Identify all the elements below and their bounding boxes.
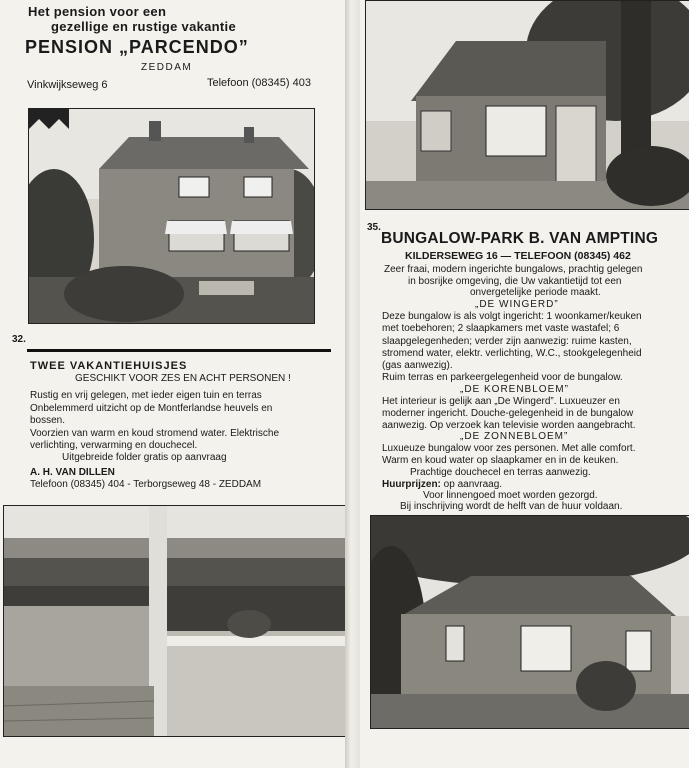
terrace-view-image [4,506,346,736]
zonnebloem-title: „DE ZONNEBLOEM” [460,431,569,442]
listing-number-35: 35. [367,222,381,233]
wingerd-line-1: Deze bungalow is als volgt ingericht: 1 woonkamer/keuken [382,311,642,322]
intro-line-1: Zeer fraai, modern ingerichte bungalows, prachtig gelegen [384,264,643,275]
pension-title: PENSION „PARCENDO” [25,37,249,57]
vakantiehuisjes-line-3: bossen. [30,415,66,426]
vakantiehuisjes-line-5: verlichting, verwarming en douchecel. [30,440,198,451]
bungalow-image-bottom [371,516,689,728]
vakantiehuisjes-line-1: Rustig en vrij gelegen, met ieder eigen tuin en terras [30,390,262,401]
intro-line-2: in bosrijke omgeving, die Uw vakantietijd tot een [408,276,622,287]
korenbloem-title: „DE KORENBLOEM” [460,384,569,395]
vakantiehuisjes-line-4: Voorzien van warm en koud stromend water. Elektrische [30,428,280,439]
listing-number-32: 32. [12,334,26,345]
pension-photo [28,108,315,324]
wingerd-line-4: stromend water, elektr. verlichting, W.C., stookgelegenheid [382,348,642,359]
deposit-note: Bij inschrijving wordt de helft van de huur voldaan. [400,501,623,512]
pension-town: ZEDDAM [141,62,193,73]
vakantiehuisjes-photo [3,505,347,737]
bungalow-park-title: BUNGALOW-PARK B. VAN AMPTING [381,230,659,247]
owner-name: A. H. VAN DILLEN [30,467,115,478]
wingerd-title: „DE WINGERD” [475,299,559,310]
owner-contact: Telefoon (08345) 404 - Terborgseweg 48 - ZEDDAM [30,479,262,490]
intro-line-3: onvergetelijke periode maakt. [470,287,601,298]
bungalow-image-top [366,1,689,209]
section-divider [27,349,331,352]
vakantiehuisjes-title: TWEE VAKANTIEHUISJES [30,360,188,372]
korenbloem-line-1: Het interieur is gelijk aan „De Wingerd”. Luxueuzer en [382,396,620,407]
wingerd-line-3: slaapgelegenheden; verder zijn aanwezig: ruime kasten, [382,336,632,347]
vakantiehuisjes-folder: Uitgebreide folder gratis op aanvraag [62,452,227,463]
intro-line-2: gezellige en rustige vakantie [51,19,236,34]
zonnebloem-line-1: Luxueuze bungalow voor zes personen. Met alle comfort. [382,443,636,454]
vakantiehuisjes-line-2: Onbelemmerd uitzicht op de Montferlandse heuvels en [30,403,273,414]
wingerd-line-6: Ruim terras en parkeergelegenheid voor de bungalow. [382,372,623,383]
pension-house-image [29,109,314,323]
wingerd-line-5: (gas aanwezig). [382,360,453,371]
korenbloem-line-2: moderner ingericht. Douche-gelegenheid in de bungalow [382,408,634,419]
zonnebloem-line-3: Prachtige douchecel en terras aanwezig. [410,467,591,478]
bungalow-park-address: KILDERSEWEG 16 — TELEFOON (08345) 462 [405,250,631,262]
pension-address: Vinkwijkseweg 6 [27,79,108,91]
zonnebloem-line-2: Warm en koud water op slaapkamer en in de keuken. [382,455,619,466]
linen-note: Voor linnengoed moet worden gezorgd. [423,490,598,501]
pension-phone: Telefoon (08345) 403 [207,77,311,89]
korenbloem-line-3: aanwezig. Op verzoek kan televisie worden aangebracht. [382,420,636,431]
page-fold [345,0,360,768]
wingerd-line-2: met toebehoren; 2 slaapkamers met vaste wastafel; 6 [382,323,620,334]
vakantiehuisjes-subtitle: GESCHIKT VOOR ZES EN ACHT PERSONEN ! [75,373,291,384]
prices-label: Huurprijzen: [382,479,441,490]
bungalow-wingerd-photo [365,0,689,210]
bungalow-zonnebloem-photo [370,515,689,729]
prices-text: op aanvraag. [440,479,503,490]
intro-line-1: Het pension voor een [28,4,167,19]
right-page [360,0,689,768]
